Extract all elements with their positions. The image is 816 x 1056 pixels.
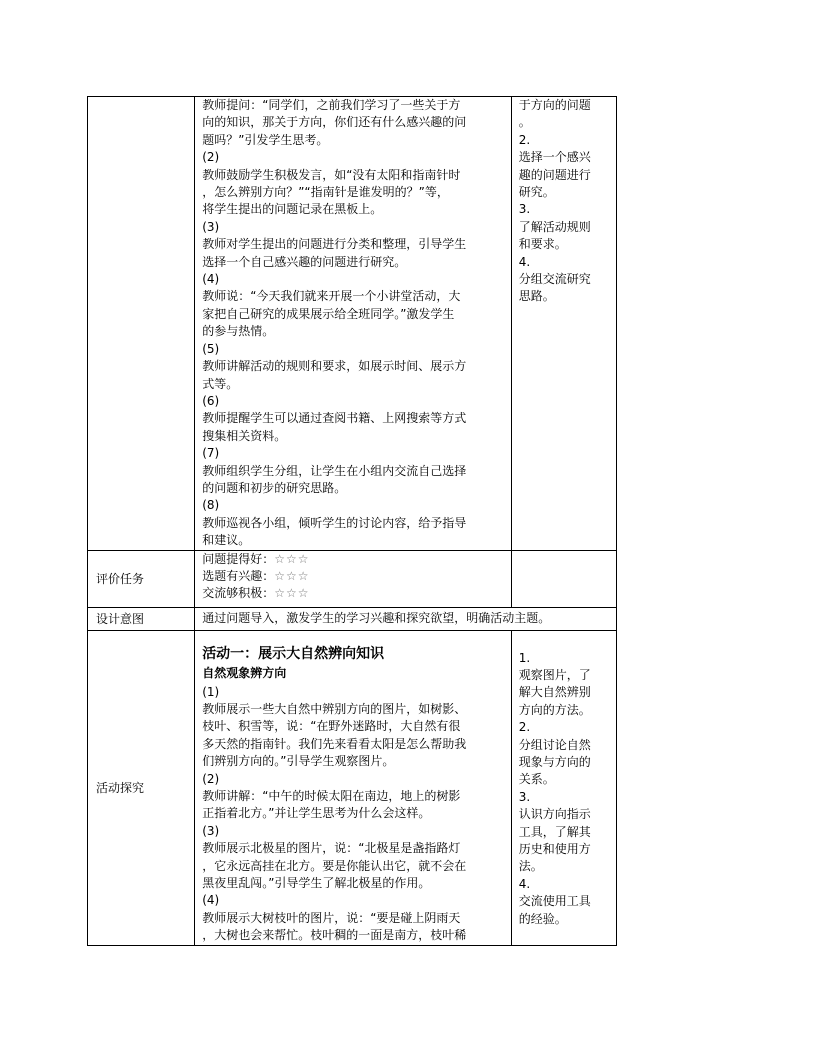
text-line: 2. bbox=[518, 132, 531, 147]
text-line: 4. bbox=[518, 876, 531, 891]
activity-heading: 活动一：展示大自然辨向知识 bbox=[202, 645, 385, 662]
text-line: 交流使用工具 bbox=[518, 894, 591, 909]
text-line: 教师展示大树枝叶的图片，说：“要是碰上阴雨天 bbox=[202, 910, 461, 925]
text-line: 的经验。 bbox=[518, 911, 567, 926]
text-line: 思路。 bbox=[518, 289, 555, 304]
text-line: 3. bbox=[518, 789, 531, 804]
evaluation-item bbox=[202, 568, 507, 585]
text-line: 关系。 bbox=[518, 772, 555, 787]
table-row-continued bbox=[88, 97, 617, 551]
continued-main-text bbox=[202, 97, 507, 550]
row-label-empty bbox=[88, 97, 195, 551]
text-line: 的参与热情。 bbox=[202, 324, 275, 339]
evaluation-item-text: 选题有兴趣： bbox=[202, 568, 275, 583]
text-line: 观察图片，了 bbox=[518, 667, 591, 682]
text-line: (7) bbox=[202, 446, 220, 461]
activity-main-text bbox=[202, 684, 507, 945]
text-line: (3) bbox=[202, 219, 220, 234]
text-line: 历史和使用方 bbox=[518, 842, 591, 857]
activity-subheading: 自然观象辨方向 bbox=[202, 665, 287, 680]
star-rating-icons: ☆☆☆ bbox=[274, 551, 310, 566]
text-line: 4. bbox=[518, 254, 531, 269]
text-line: 家把自己研究的成果展示给全班同学。”激发学生 bbox=[202, 306, 455, 321]
activity-side-text bbox=[519, 650, 612, 929]
activity-label: 活动探究 bbox=[88, 630, 195, 945]
continued-main-cell bbox=[195, 97, 512, 551]
text-line: (6) bbox=[202, 393, 220, 408]
text-line: 教师讲解：“中午的时候太阳在南边，地上的树影 bbox=[202, 789, 461, 803]
text-line: 方向的方法。 bbox=[518, 702, 591, 717]
text-line: 教师说：“今天我们就来开展一个小讲堂活动，大 bbox=[202, 289, 461, 304]
text-line: 的问题和初步的研究思路。 bbox=[202, 480, 347, 495]
table-row-design bbox=[88, 607, 617, 630]
text-line: 正指着北方。”并让学生思考为什么会这样。 bbox=[202, 806, 431, 821]
evaluation-item bbox=[202, 585, 507, 602]
text-line: 趣的问题进行 bbox=[518, 167, 591, 182]
text-line: 工具，了解其 bbox=[518, 824, 591, 839]
text-line: 法。 bbox=[518, 859, 543, 874]
text-line: (1) bbox=[202, 684, 220, 699]
text-line: 3. bbox=[518, 202, 531, 217]
text-line: 黑夜里乱闯。”引导学生了解北极星的作用。 bbox=[202, 876, 431, 891]
text-line: 选择一个感兴 bbox=[518, 150, 591, 165]
text-line: 了解活动规则 bbox=[518, 219, 591, 234]
text-line: 教师讲解活动的规则和要求，如展示时间、展示方 bbox=[202, 359, 467, 374]
design-text: 通过问题导入，激发学生的学习兴趣和探究欲望，明确活动主题。 bbox=[195, 607, 617, 630]
text-line: 选择一个自己感兴趣的问题进行研究。 bbox=[202, 254, 407, 269]
text-line: 教师对学生提出的问题进行分类和整理，引导学生 bbox=[202, 237, 467, 252]
text-line: 教师展示北极星的图片，说：“北极星是盏指路灯 bbox=[202, 841, 461, 856]
evaluation-item bbox=[202, 551, 507, 568]
text-line: 解大自然辨别 bbox=[518, 685, 591, 700]
text-line: 教师展示一些大自然中辨别方向的图片，如树影、 bbox=[202, 701, 467, 716]
text-line: ，大树也会来帮忙。枝叶稠的一面是南方，枝叶稀 bbox=[202, 928, 467, 943]
star-rating-icons: ☆☆☆ bbox=[274, 586, 310, 601]
text-line: (8) bbox=[202, 498, 220, 513]
text-line: 教师巡视各小组，倾听学生的讨论内容，给予指导 bbox=[202, 515, 467, 530]
evaluation-label: 评价任务 bbox=[88, 550, 195, 607]
text-line: 枝叶、积雪等，说：“在野外迷路时，大自然有很 bbox=[202, 719, 461, 734]
activity-side-cell bbox=[511, 630, 616, 945]
text-line: 教师提问：“同学们，之前我们学习了一些关于方 bbox=[202, 98, 461, 112]
text-line: 多天然的指南针。我们先来看看太阳是怎么帮助我 bbox=[202, 736, 467, 751]
text-line: 向的知识，那关于方向，你们还有什么感兴趣的问 bbox=[202, 115, 467, 130]
text-line: 教师鼓励学生积极发言，如“没有太阳和指南针时 bbox=[202, 167, 461, 182]
text-line: 式等。 bbox=[202, 376, 239, 391]
text-line: (2) bbox=[202, 150, 220, 165]
evaluation-item-text: 交流够积极： bbox=[202, 586, 275, 601]
text-line: 们辨别方向的。”引导学生观察图片。 bbox=[202, 754, 395, 769]
text-line: 和要求。 bbox=[518, 237, 567, 252]
text-line: 研究。 bbox=[518, 185, 555, 200]
evaluation-item-text: 问题提得好： bbox=[202, 551, 275, 566]
table-row-activity bbox=[88, 630, 617, 945]
evaluation-main-cell bbox=[195, 550, 512, 607]
text-line: 和建议。 bbox=[202, 533, 251, 548]
continued-side-text bbox=[519, 97, 612, 306]
text-line: (4) bbox=[202, 893, 220, 908]
star-rating-icons: ☆☆☆ bbox=[274, 568, 310, 583]
text-line: (4) bbox=[202, 272, 220, 287]
text-line: (3) bbox=[202, 823, 220, 838]
activity-main-cell bbox=[195, 630, 512, 945]
evaluation-side-cell bbox=[511, 550, 616, 607]
text-line: (2) bbox=[202, 771, 220, 786]
continued-side-cell bbox=[511, 97, 616, 551]
text-line: 将学生提出的问题记录在黑板上。 bbox=[202, 202, 383, 217]
table-row-evaluation bbox=[88, 550, 617, 607]
text-line: 题吗？”引发学生思考。 bbox=[202, 132, 329, 147]
design-label: 设计意图 bbox=[88, 607, 195, 630]
text-line: ，怎么辨别方向？”“指南针是谁发明的？”等， bbox=[202, 185, 449, 200]
text-line: 1. bbox=[518, 650, 531, 665]
text-line: 教师提醒学生可以通过查阅书籍、上网搜索等方式 bbox=[202, 411, 467, 426]
text-line: 分组讨论自然 bbox=[518, 737, 591, 752]
text-line: (5) bbox=[202, 341, 220, 356]
text-line: 认识方向指示 bbox=[518, 807, 591, 822]
text-line: 于方向的问题 bbox=[518, 98, 591, 112]
text-line: 。 bbox=[518, 115, 531, 130]
lesson-plan-table bbox=[87, 96, 617, 946]
text-line: 教师组织学生分组，让学生在小组内交流自己选择 bbox=[202, 463, 467, 478]
text-line: 分组交流研究 bbox=[518, 272, 591, 287]
text-line: 2. bbox=[518, 720, 531, 735]
text-line: 搜集相关资料。 bbox=[202, 428, 287, 443]
text-line: ，它永远高挂在北方。要是你能认出它，就不会在 bbox=[202, 858, 467, 873]
text-line: 现象与方向的 bbox=[518, 755, 591, 769]
